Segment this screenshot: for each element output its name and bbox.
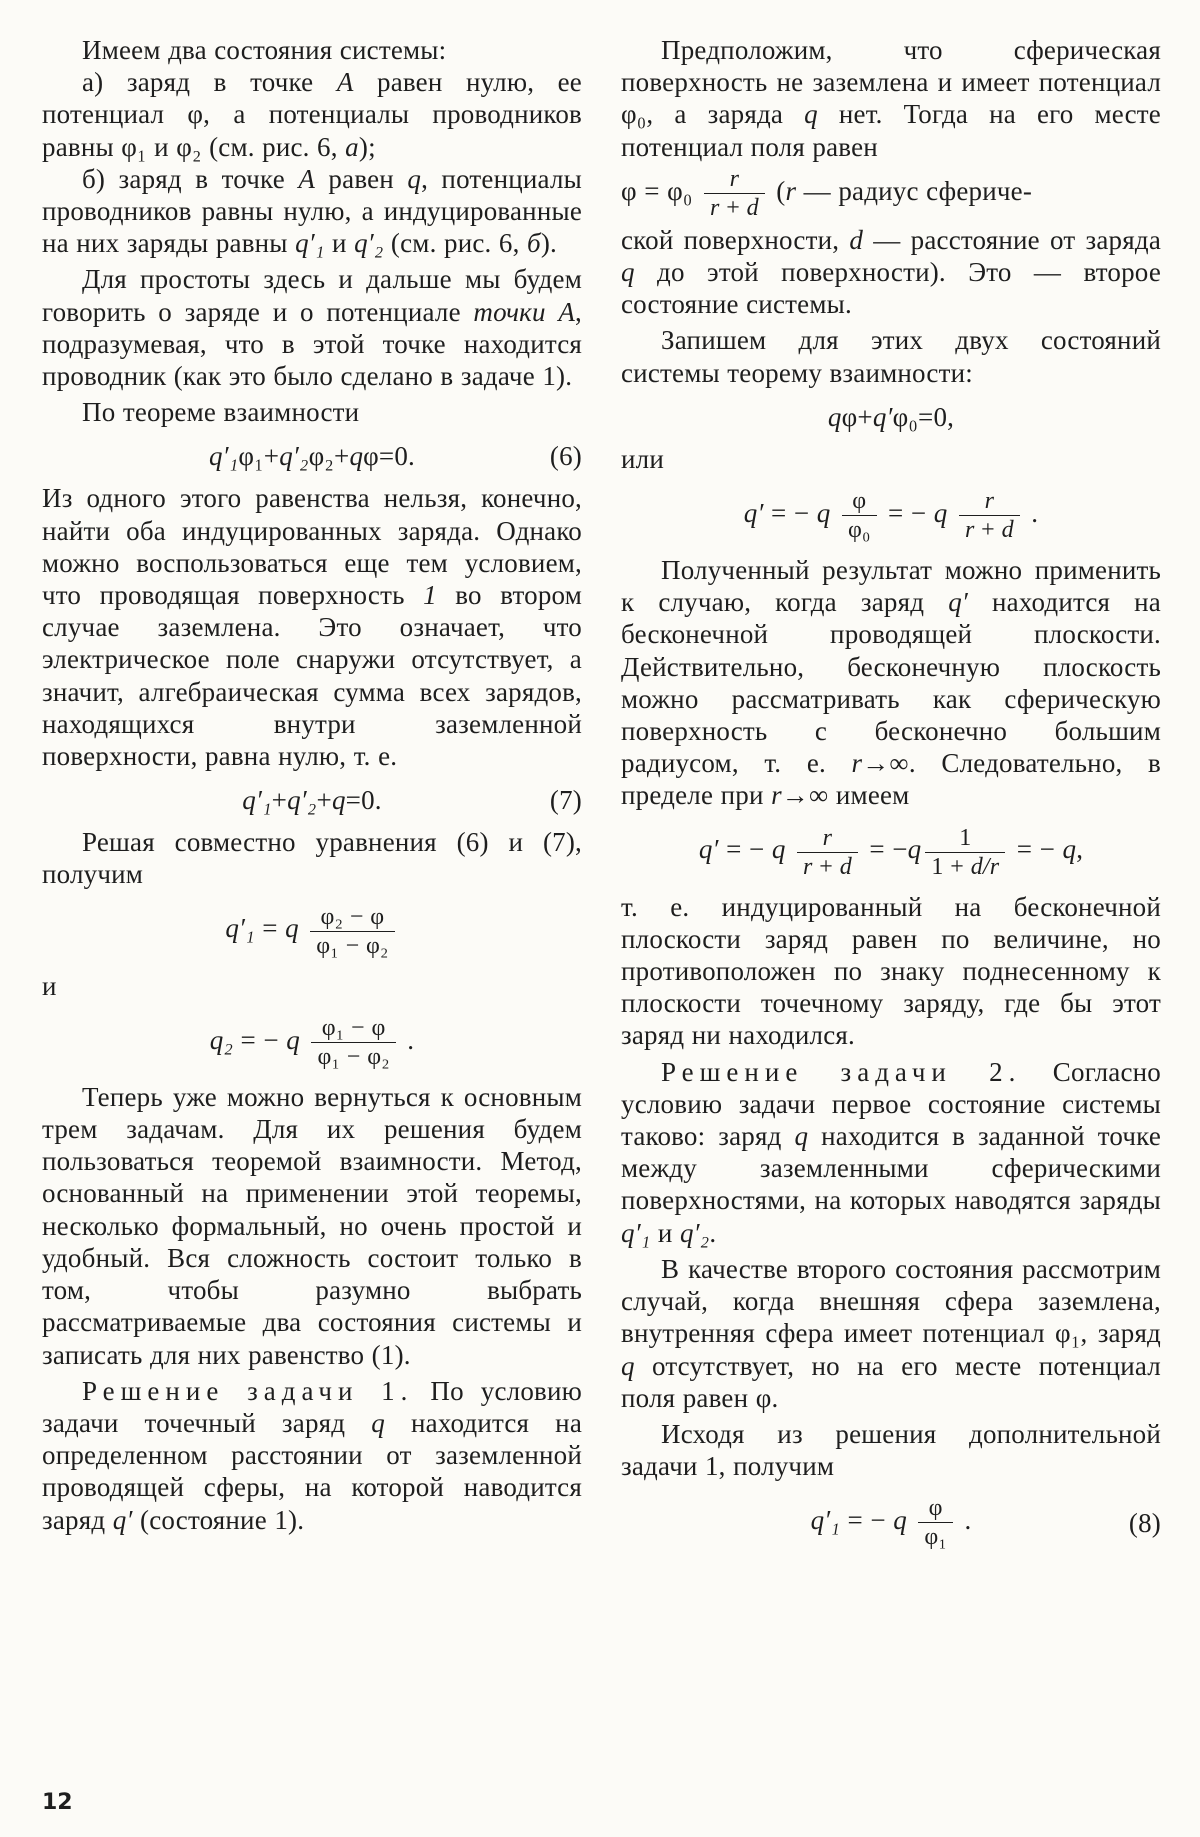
left-column [42, 34, 582, 1540]
equation-6 [42, 440, 582, 472]
italic-symbol: q [827, 401, 842, 432]
italic-symbol: r [984, 488, 995, 515]
text-run: — расстояние от заряда [863, 224, 1161, 255]
italic-symbol: q [407, 163, 422, 194]
paragraph [621, 554, 1161, 812]
italic-symbol: q [621, 1350, 635, 1381]
numerator [797, 824, 858, 853]
text-run: →∞ имеем [781, 780, 910, 811]
paragraph-solution-1 [42, 1375, 582, 1536]
equation-7 [42, 784, 582, 816]
italic-symbol: r [822, 824, 833, 851]
text-run: = − [718, 834, 772, 865]
text-run: (состояние 1). [132, 1504, 305, 1535]
italic-symbol: q′ [112, 1504, 133, 1535]
italic-symbol: q [349, 441, 364, 472]
text-block [42, 263, 582, 392]
italic-symbol: б [527, 228, 541, 259]
text-run: =0. [345, 785, 382, 816]
fraction [918, 1494, 953, 1551]
italic-symbol: d [1001, 517, 1014, 544]
italic-symbol: q [794, 1121, 809, 1152]
italic-symbol: d [746, 194, 759, 221]
text-run: а) заряд в точке [82, 67, 337, 98]
spaced-heading: Решение задачи 2. [661, 1056, 1022, 1087]
text-block [242, 785, 381, 815]
conjunction [621, 443, 1161, 475]
fraction [704, 165, 765, 222]
text-run: Имеем два состояния системы: [82, 35, 447, 65]
italic-symbol: r [729, 165, 740, 192]
text-run: Для простоты здесь и дальше мы будем говорить о заряде и о потенциале [42, 264, 582, 327]
italic-symbol: q′₁ [810, 1505, 840, 1536]
text-run: По условию задачи точечный заряд [42, 1375, 582, 1438]
italic-symbol: r [771, 780, 782, 811]
italic-symbol: q′ [698, 834, 719, 865]
text-run: φ₁+ [238, 441, 280, 472]
italic-symbol: q [771, 834, 786, 865]
text-run: находится на определенном расстоянии от заземленной проводящей сферы, на которой наводится заряд [42, 1407, 582, 1535]
paragraph [621, 1418, 1161, 1482]
text-run [947, 498, 954, 528]
text-run: В качестве второго состояния рассмотрим случай, когда внешняя сфера заземлена, внутренняя сфера имеет потенциал φ₁, заряд [621, 1253, 1161, 1349]
text-block [621, 34, 1161, 163]
text-run: и [42, 970, 57, 1001]
text-run: 1 [959, 824, 972, 851]
text-block [828, 402, 954, 432]
text-run: или [621, 443, 664, 474]
text-run: φ = φ₀ [621, 175, 700, 206]
italic-symbol: q′₁ [621, 1217, 651, 1248]
italic-symbol: q [621, 257, 635, 288]
text-block [42, 1081, 582, 1371]
text-run: φ₂+ [308, 441, 350, 472]
text-block [621, 324, 1161, 388]
text-run: Решая совместно уравнения (6) и (7), получим [42, 827, 582, 890]
italic-symbol: r [709, 194, 720, 221]
italic-symbol: A [298, 163, 316, 194]
paragraph [42, 163, 582, 260]
italic-symbol: q [893, 1505, 907, 1536]
text-run: φ+ [841, 401, 873, 432]
text-block [42, 826, 582, 890]
text-run: т. е. индуцированный на бесконечной плоскости заряд равен по величине, но противоположен по знаку поднесенному к плоскости точечному заряду, где бы этот заряд ни находился. [621, 891, 1161, 1051]
equation-q-prime [621, 487, 1161, 544]
fraction [797, 824, 858, 881]
text-run: нет. Тогда на его месте потенциал поля равен [621, 99, 1161, 162]
italic-symbol: а [345, 131, 359, 162]
text-block [621, 554, 1161, 812]
text-run: + [812, 853, 840, 880]
italic-symbol: A [336, 67, 354, 98]
italic-symbol: q [1062, 834, 1077, 865]
text-run: 1 + [931, 853, 971, 880]
italic-symbol: q [907, 834, 922, 865]
text-run: . [399, 1024, 415, 1055]
italic-symbol: q′ [948, 587, 968, 618]
italic-symbol: q′₂ [679, 1217, 710, 1248]
paragraph [42, 263, 582, 392]
text-block [698, 824, 1084, 880]
text-run: φ₁ − φ₂ [317, 1043, 390, 1070]
italic-symbol: q′₁ [208, 441, 239, 472]
italic-symbol: r [803, 853, 813, 880]
text-block [621, 1056, 1161, 1249]
equation-label: (7) [549, 785, 582, 816]
text-run: + [271, 785, 288, 816]
fraction [925, 824, 1005, 881]
denominator [797, 853, 858, 881]
fraction [310, 903, 394, 960]
paragraph [621, 1253, 1161, 1414]
italic-symbol: q [331, 785, 346, 816]
numerator [925, 824, 1005, 853]
text-run: По теореме взаимности [82, 397, 360, 428]
italic-symbol: q′₂ [279, 441, 309, 472]
text-run [907, 1505, 914, 1535]
text-run: Из одного этого равенства нельзя, конечно, найти оба индуцированных заряда. Однако можно воспользоваться еще тем условием, что проводящая поверхность [42, 483, 582, 611]
text-run: φ=0. [363, 441, 416, 472]
numerator [959, 487, 1020, 516]
equation-8 [621, 1494, 1161, 1551]
page-number: 12 [42, 1790, 73, 1815]
paragraph [621, 891, 1161, 1052]
text-run: = − [1009, 834, 1063, 865]
text-block [42, 1375, 582, 1536]
paragraph [621, 224, 1161, 321]
denominator [959, 516, 1020, 544]
text-run: →∞. Следовательно, в пределе при [621, 748, 1161, 811]
denominator [925, 853, 1005, 881]
text-block [810, 1495, 972, 1551]
numerator [310, 903, 394, 932]
numerator [704, 165, 765, 194]
text-block [621, 1253, 1161, 1414]
denominator [310, 932, 394, 960]
text-run: φ [928, 1495, 943, 1522]
paragraph [621, 34, 1161, 163]
text-block [42, 971, 57, 1001]
paragraph [42, 396, 582, 428]
text-run: , подразумевая, что в этой точке находится проводник (как это было сделано в задаче 1). [42, 296, 582, 392]
numerator [918, 1494, 953, 1523]
equation-potential [621, 165, 1161, 222]
text-run [300, 1025, 307, 1055]
italic-symbol: q [285, 913, 299, 944]
text-run: φ₂ − φ [320, 903, 385, 930]
text-block [743, 488, 1039, 544]
italic-symbol: q′₂ [287, 785, 317, 816]
text-block [621, 891, 1161, 1052]
text-run: до этой поверхности). Это — второе состояние системы. [621, 257, 1161, 320]
text-run: + [974, 517, 1002, 544]
text-run: + [316, 785, 332, 816]
numerator [842, 487, 877, 516]
text-run: ( [768, 175, 786, 206]
paragraph [42, 66, 582, 163]
italic-symbol: q′₂ [354, 228, 384, 259]
italic-symbol: q′ [743, 497, 764, 528]
italic-symbol: d [849, 224, 864, 255]
italic-symbol: q [804, 99, 818, 130]
text-block [42, 396, 582, 428]
text-run: (см. рис. 6, [383, 228, 528, 259]
text-run: = − [880, 497, 934, 528]
italic-symbol: q [371, 1407, 385, 1438]
text-run: Теперь уже можно вернуться к основным трем задачам. Для их решения будем пользоваться теоремой взаимности. Метод, основанный на применении этой теоремы, несколько формальный, но очень простой и удобный. Вся сложность состоит только в том, чтобы разумно выбрать рассматриваемые два состояния системы и записать для них равенство (1). [42, 1081, 582, 1370]
italic-symbol: q [286, 1024, 300, 1055]
paragraph [42, 826, 582, 890]
equation-q1 [42, 903, 582, 960]
text-run: и [324, 228, 355, 259]
text-run: Согласно условию задачи первое состояние системы таково: заряд [621, 1056, 1162, 1152]
text-run: φ₀ [847, 517, 871, 544]
text-block [621, 165, 1033, 221]
spaced-heading: Решение задачи 1. [82, 1375, 414, 1406]
text-block [209, 1014, 415, 1070]
italic-symbol: d [839, 853, 852, 880]
text-run: φ₁ [924, 1524, 947, 1551]
italic-symbol: q [816, 497, 831, 528]
text-run: Запишем для этих двух состояний системы теорему взаимности: [621, 325, 1161, 388]
conjunction [42, 970, 582, 1002]
text-run: — радиус сфериче- [796, 175, 1033, 206]
text-run: ). [540, 228, 557, 259]
italic-symbol: q′₁ [295, 228, 325, 259]
italic-symbol: r [785, 175, 797, 206]
text-run [299, 913, 306, 943]
italic-symbol: r [851, 748, 863, 779]
text-block [225, 903, 398, 959]
text-block [621, 1418, 1161, 1482]
text-run: φ₀=0, [892, 401, 955, 432]
text-run: = − [861, 834, 908, 865]
text-run: = − [233, 1024, 287, 1055]
denominator [311, 1043, 395, 1071]
text-run: Исходя из решения дополнительной задачи 1, получим [621, 1418, 1161, 1482]
text-run: = − [840, 1505, 894, 1536]
text-run: = − [763, 497, 817, 528]
text-run [786, 834, 793, 864]
text-block [42, 482, 582, 772]
text-run: , потенциалы проводников равны нулю, а индуцированные на них заряды равны [42, 163, 582, 259]
text-run: во втором случае заземлена. Это означает, что электрическое поле снаружи отсутствует, а значит, алгебраическая сумма всех зарядов, находящихся внутри заземленной поверхности, равна нулю, т. е. [42, 580, 583, 772]
text-run: φ₁ − φ [321, 1014, 386, 1041]
text-run: = [254, 913, 286, 944]
text-run: Полученный результат можно применить к случаю, когда заряд [621, 555, 1161, 618]
equation-q2 [42, 1014, 582, 1071]
paragraph [42, 1081, 582, 1371]
paragraph [42, 34, 582, 66]
numerator [311, 1014, 395, 1043]
text-block [621, 224, 1161, 321]
italic-symbol: q′₁ [225, 913, 255, 944]
italic-symbol: r [964, 517, 975, 544]
fraction [842, 487, 877, 544]
italic-symbol: точки A [473, 296, 576, 327]
text-run: находится в заданной точке между заземленными сферическими поверхностями, на которых наводятся заряды [621, 1121, 1162, 1216]
paragraph [42, 482, 582, 772]
equation-label: (6) [549, 441, 582, 472]
fraction [959, 487, 1020, 544]
text-run: . [1023, 497, 1039, 528]
text-run: φ [852, 488, 867, 515]
text-run: φ₁ − φ₂ [316, 932, 389, 959]
text-run: находится на бесконечной проводящей плоскости. Действительно, бесконечную плоскость можно рассматривать как сферическую поверхность с бесконечно большим радиусом, т. е. [621, 587, 1161, 779]
text-run: , [1076, 834, 1084, 865]
right-column [621, 34, 1161, 1561]
text-run: . [709, 1217, 717, 1248]
denominator [842, 516, 877, 544]
equation-limit [621, 824, 1161, 881]
text-run: равен [315, 163, 408, 194]
fraction [311, 1014, 395, 1071]
text-run: ской поверхности, [621, 224, 850, 255]
text-run: равен нулю, ее потенциал φ, а потенциалы проводников равны φ₁ и φ₂ (см. рис. 6, [42, 67, 582, 162]
italic-symbol: d/r [970, 853, 1000, 880]
paragraph [621, 324, 1161, 388]
text-run [830, 498, 837, 528]
italic-symbol: q [933, 497, 948, 528]
equation-reciprocity [621, 401, 1161, 433]
text-run: б) заряд в точке [82, 163, 299, 194]
italic-symbol: q′ [872, 401, 893, 432]
text-block [621, 444, 664, 474]
italic-symbol: 1 [423, 580, 437, 611]
text-run: . [957, 1505, 972, 1536]
text-run: + [719, 194, 747, 221]
paragraph-solution-2 [621, 1056, 1161, 1249]
text-block [209, 441, 415, 471]
text-run: ); [358, 131, 376, 162]
denominator [918, 1523, 953, 1551]
text-run: Предположим, что сферическая поверхность не заземлена и имеет потенциал φ₀, а заряда [621, 35, 1161, 130]
italic-symbol: q₂ [209, 1024, 234, 1055]
paragraph-two-states [42, 34, 582, 259]
equation-label: (8) [1128, 1507, 1161, 1538]
denominator [704, 194, 765, 222]
text-run: отсутствует, но на его месте потенциал поля равен φ. [621, 1350, 1161, 1413]
text-run: и [650, 1217, 680, 1248]
italic-symbol: q′₁ [242, 785, 272, 816]
